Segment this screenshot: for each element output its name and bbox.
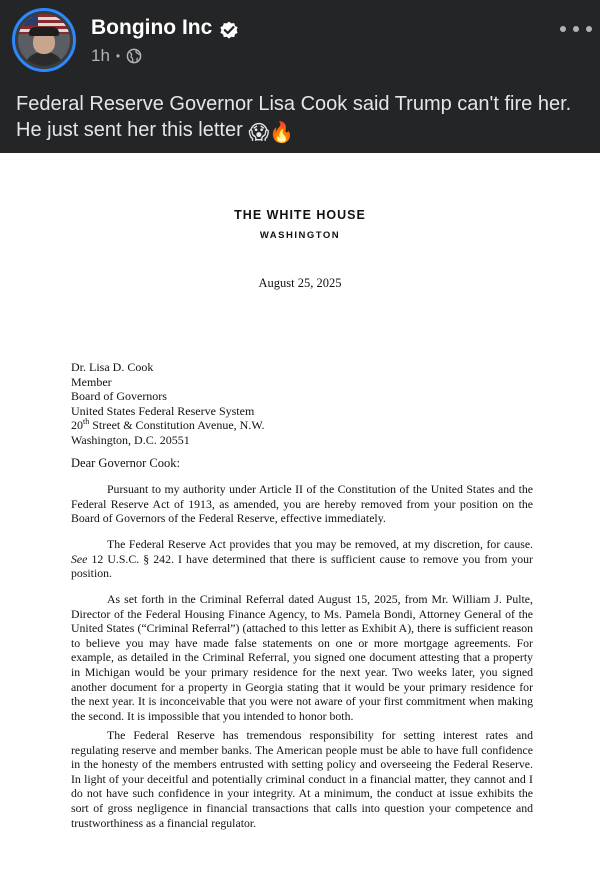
- salutation: Dear Governor Cook:: [71, 456, 180, 470]
- address-line: Dr. Lisa D. Cook: [71, 360, 154, 374]
- address-line-street: 20th Street & Constitution Avenue, N.W.: [71, 417, 265, 432]
- letterhead-title: THE WHITE HOUSE: [234, 208, 366, 222]
- letter-image[interactable]: [0, 153, 600, 872]
- post-meta: [91, 45, 142, 67]
- letter-paragraph: The Federal Reserve has tremendous responsibility for setting interest rates and regulating reserve and member banks. The American people must be able to have full confidence in the honesty of the members entrusted with setting policy and overseeing the Federal Reserve. In light of your deceitful and potentially criminal conduct in a financial matter, they cannot and I do not have such confidence in your integrity. At a minimum, the conduct at issue exhibits the sort of gross negligence in financial transactions that calls into question your competence and trustworthiness as a financial regulator.: [71, 728, 533, 830]
- avatar-hat: [29, 27, 59, 36]
- more-options-button[interactable]: [560, 18, 592, 40]
- post-header: [0, 0, 600, 153]
- more-horizontal-icon: [560, 26, 566, 32]
- more-dot: [586, 26, 592, 32]
- address-line: United States Federal Reserve System: [71, 403, 255, 418]
- caption-text: Federal Reserve Governor Lisa Cook said Trump can't fire her. He just sent her this letter: [16, 93, 572, 141]
- address-line: Member: [71, 374, 112, 389]
- post-caption: [16, 91, 586, 146]
- avatar-body: [24, 52, 64, 66]
- more-dot: [573, 26, 579, 32]
- letterhead-subtitle: WASHINGTON: [259, 230, 341, 241]
- globe-icon[interactable]: [126, 48, 142, 64]
- letter-paragraph: Pursuant to my authority under Article II of the Constitution of the United States and the Federal Reserve Act of 1913, as amended, you are hereby removed from your position on the Board of Governors of the Federal Reserve, effective immediately.: [71, 482, 533, 526]
- letter-paragraph: The Federal Reserve Act provides that you may be removed, at my discretion, for cause. See 12 U.S.C. § 242. I have determined that there is sufficient cause to remove you from your position.: [71, 537, 533, 581]
- letter-paragraph: As set forth in the Criminal Referral dated August 15, 2025, from Mr. William J. Pulte, Director of the Federal Housing Finance Agency, to Ms. Pamela Bondi, Attorney General of the United States (“Criminal Referral”) (attached to this letter as Exhibit A), there is sufficient reason to believe you may have made false statements on one or more mortgage agreements. For example, as detailed in the Criminal Referral, you signed one document attesting that a property in Michigan would be your primary residence for the next year. Two weeks later, you signed another document for a property in Georgia stating that it would be your primary residence for the next year. It is inconceivable that you were not aware of your first commitment when making the second. It is impossible that you intended to honor both.: [71, 592, 533, 723]
- avatar-photo: [18, 14, 70, 66]
- letter-date: August 25, 2025: [258, 276, 342, 290]
- shocked-face-fire-emoji: 😱🔥: [248, 122, 295, 144]
- page-avatar[interactable]: [12, 8, 76, 72]
- page-name-link[interactable]: Bongino Inc: [91, 16, 213, 39]
- address-line: Board of Governors: [71, 389, 167, 403]
- address-line: Washington, D.C. 20551: [71, 432, 190, 447]
- meta-separator: •: [115, 49, 121, 63]
- verified-badge-icon: [219, 20, 239, 40]
- post-timestamp[interactable]: 1h: [91, 46, 110, 65]
- recipient-address: [71, 360, 265, 447]
